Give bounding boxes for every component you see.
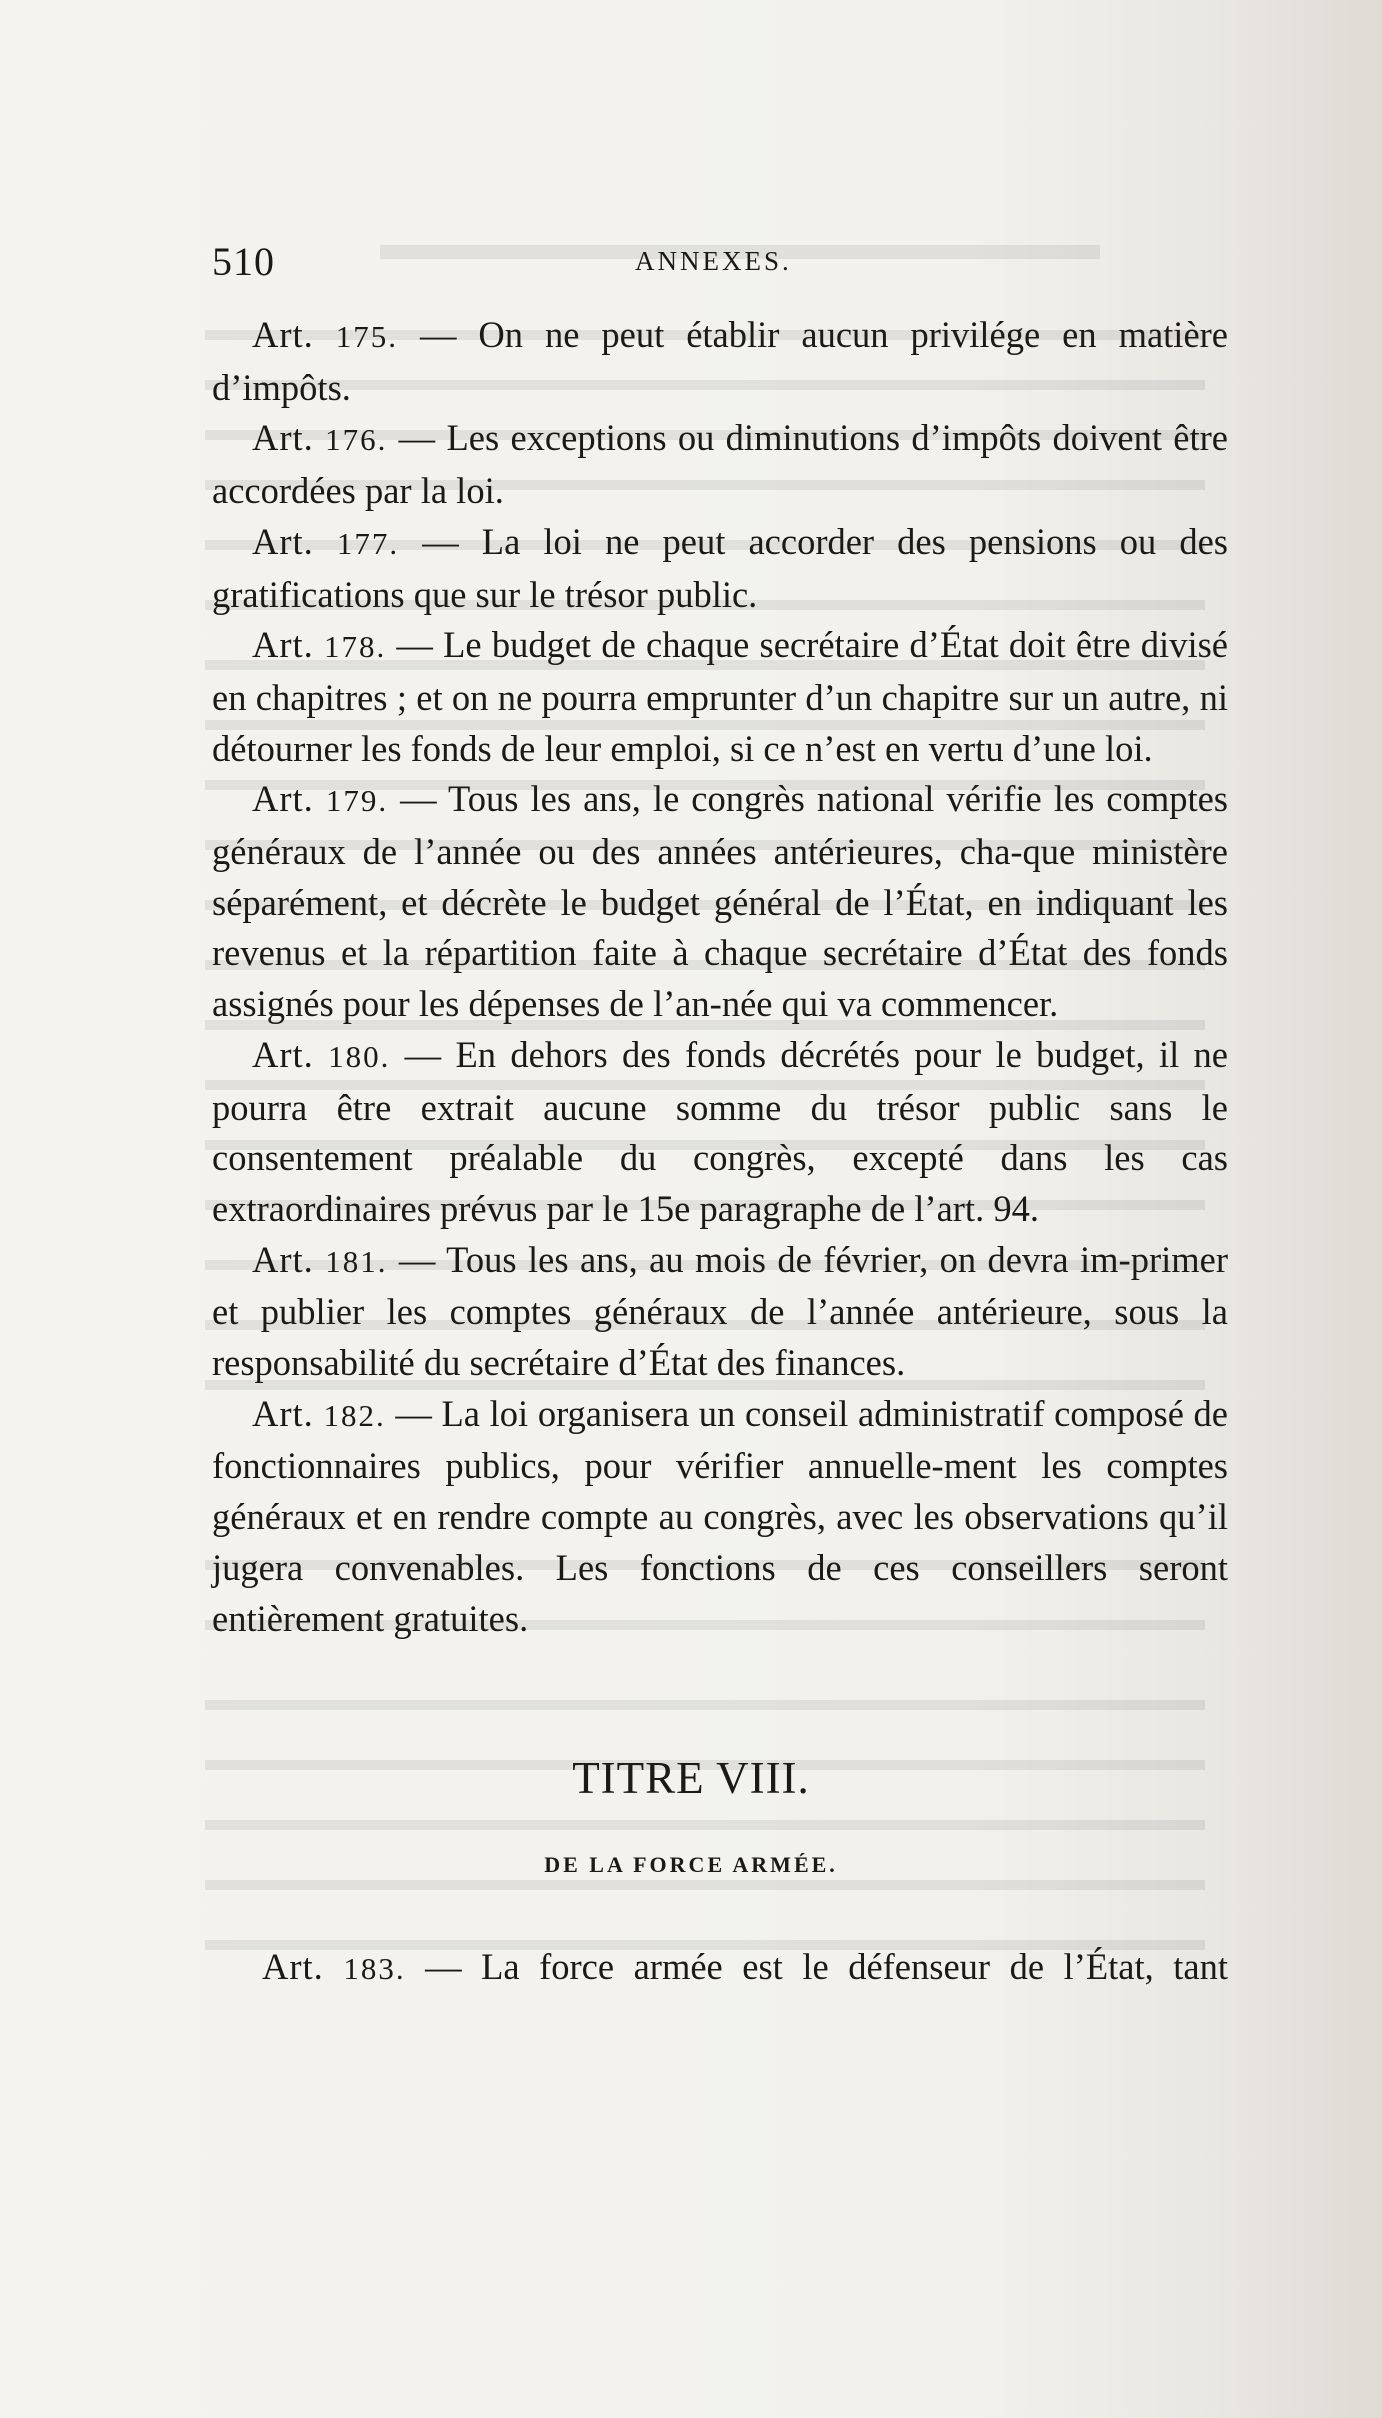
article-number: 177. (336, 525, 400, 561)
article-label: Art. (262, 1946, 324, 1987)
article-body: — Le budget de chaque secrétaire d’État doit être divisé en chapitres ; et on ne pourra emprunter d’un chapitre sur un autre, ni détourner les fonds de leur emploi, si ce n’est en vertu d’une loi. (212, 624, 1228, 769)
article-179 (212, 774, 1228, 1030)
article-182 (212, 1389, 1228, 1645)
article-body: — La loi organisera un conseil administratif composé de fonctionnaires publics, pour vérifier annuelle-ment les comptes généraux et en rendre compte au congrès, avec les observations qu’il jugera convenables. Les fonctions de ces conseillers seront entièrement gratuites. (212, 1392, 1229, 1639)
article-label: Art. (252, 417, 314, 459)
article-180 (212, 1030, 1228, 1235)
section-title: TITRE VIII. (572, 1753, 810, 1803)
article-label: Art. (252, 520, 314, 562)
article-183 (212, 1942, 1228, 1995)
article-body: — La loi ne peut accorder des pensions ou des gratifications que sur le trésor public. (212, 520, 1228, 615)
page-number: 510 (212, 239, 275, 284)
article-183-block (212, 1942, 1228, 1995)
article-number: 183. (343, 1951, 406, 1986)
page-header (212, 238, 1232, 288)
article-176 (212, 413, 1228, 516)
article-number: 181. (325, 1243, 388, 1279)
article-number: 178. (323, 629, 387, 665)
article-number: 180. (328, 1038, 391, 1074)
article-label: Art. (252, 624, 314, 666)
running-head: ANNEXES. (635, 246, 792, 276)
article-label: Art. (252, 1392, 314, 1434)
article-number: 179. (325, 783, 389, 819)
article-body: — Les exceptions ou diminutions d’impôts doivent être accordées par la loi. (212, 417, 1228, 512)
article-body: — Tous les ans, au mois de février, on devra im-primer et publier les comptes généraux de l’année antérieure, sous la responsabilité du secrétaire d’État des finances. (212, 1238, 1228, 1384)
article-175 (212, 310, 1228, 413)
article-label: Art. (252, 314, 314, 355)
article-label: Art. (252, 778, 314, 820)
article-number: 176. (325, 422, 388, 458)
article-body: — La force armée est le défenseur de l’État, tant (405, 1946, 1228, 1987)
article-number: 182. (323, 1397, 386, 1433)
article-number: 175. (335, 319, 398, 354)
article-body: — Tous les ans, le congrès national vérifie les comptes généraux de l’année ou des années antérieures, cha-que ministère séparément, et décrète le budget général de l’État, en indiquant les revenus et la répartition faite à chaque secrétaire d’État des fonds assignés pour les dépenses de l’an-née qui va commencer. (212, 778, 1228, 1025)
article-body: — On ne peut établir aucun privilége en matière d’impôts. (212, 314, 1229, 408)
article-label: Art. (252, 1238, 314, 1280)
article-178 (212, 620, 1228, 774)
article-label: Art. (252, 1033, 314, 1075)
section-subtitle: DE LA FORCE ARMÉE. (544, 1852, 838, 1877)
article-text-block (212, 310, 1228, 1644)
article-177 (212, 517, 1228, 620)
article-body: — En dehors des fonds décrétés pour le budget, il ne pourra être extrait aucune somme du trésor public sans le consentement préalable du congrès, excepté dans les cas extraordinaires prévus par le 15e paragraphe de l’art. 94. (212, 1033, 1228, 1229)
article-181 (212, 1235, 1228, 1389)
